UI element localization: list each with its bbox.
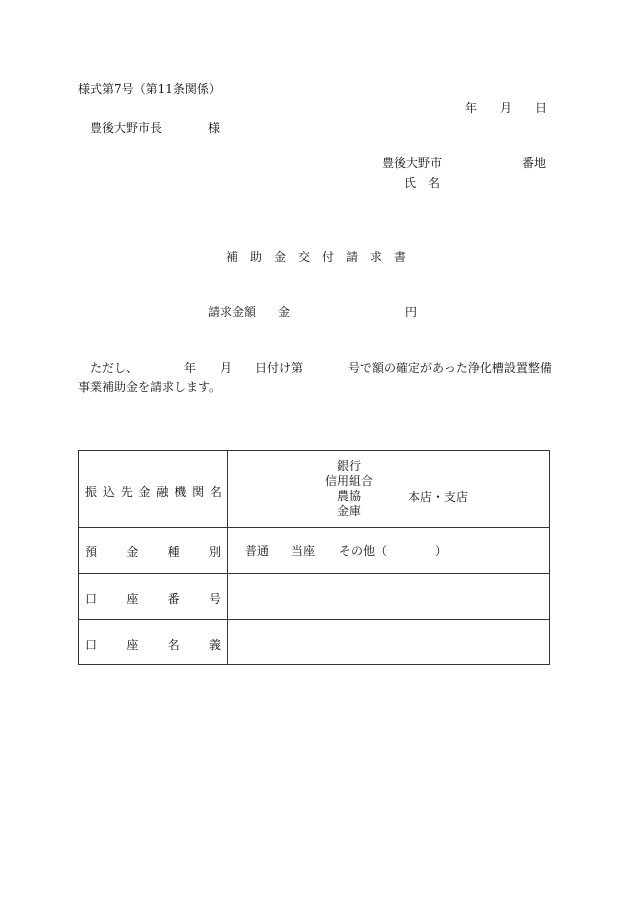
- transfer-bank-label: [85, 483, 222, 500]
- applicant-name-label: 氏 名: [404, 176, 441, 190]
- label-char: 号: [208, 592, 221, 606]
- label-char: 別: [208, 545, 221, 559]
- label-char: 座: [126, 638, 139, 652]
- label-char: 義: [208, 638, 221, 652]
- body-text-month: 月: [220, 361, 233, 375]
- date-day: 日: [535, 101, 548, 115]
- amount-unit: 円: [405, 305, 418, 319]
- deposit-option-other[interactable]: その他（ ）: [339, 544, 448, 558]
- applicant-address-suffix: 番地: [522, 156, 547, 170]
- column-divider: [227, 451, 228, 664]
- branch-type[interactable]: 本店・支店: [408, 490, 469, 504]
- institution-bank[interactable]: 銀行: [336, 459, 361, 473]
- label-char: 種: [167, 545, 180, 559]
- label-char: 番: [167, 592, 180, 606]
- label-char: 名: [167, 638, 180, 652]
- label-char: 口: [85, 638, 98, 652]
- institution-type-list[interactable]: [309, 459, 389, 519]
- form-number: 様式第7号（第11条関係）: [78, 82, 221, 96]
- institution-credit-union[interactable]: 信用組合: [324, 474, 373, 488]
- bank-transfer-table: [78, 450, 550, 665]
- label-char: 口: [85, 592, 98, 606]
- document-title: 補 助 金 交 付 請 求 書: [226, 250, 407, 264]
- label-char: 込: [102, 485, 115, 499]
- account-number-field[interactable]: [229, 574, 549, 618]
- deposit-option-checking[interactable]: 当座: [291, 544, 316, 558]
- body-text-1: ただし、: [90, 361, 139, 375]
- label-char: 関: [192, 485, 205, 499]
- label-char: 金: [138, 485, 151, 499]
- account-holder-label: [85, 636, 221, 653]
- applicant-address-city: 豊後大野市: [382, 156, 443, 170]
- label-char: 預: [85, 545, 98, 559]
- amount-prefix: 金: [278, 305, 291, 319]
- label-char: 座: [126, 592, 139, 606]
- deposit-option-ordinary[interactable]: 普通: [245, 544, 270, 558]
- label-char: 先: [120, 485, 133, 499]
- institution-shinkin[interactable]: 金庫: [336, 504, 361, 518]
- row-divider: [79, 527, 549, 528]
- amount-label: 請求金額: [208, 305, 257, 319]
- label-char: 名: [209, 485, 222, 499]
- account-holder-field[interactable]: [229, 620, 549, 664]
- label-char: 機: [174, 485, 187, 499]
- body-text-date-no: 日付け第: [255, 361, 304, 375]
- addressee-name: 豊後大野市長: [90, 121, 163, 135]
- label-char: 金: [126, 545, 139, 559]
- body-text-year: 年: [184, 361, 197, 375]
- label-char: 振: [85, 485, 98, 499]
- body-text-rest: 号で額の確定があった浄化槽設置整備: [348, 361, 552, 375]
- account-number-label: [85, 590, 221, 607]
- addressee-honorific: 様: [208, 121, 221, 135]
- deposit-type-label: [85, 543, 221, 560]
- date-month: 月: [500, 101, 513, 115]
- date-year: 年: [465, 101, 478, 115]
- label-char: 融: [156, 485, 169, 499]
- institution-agri-coop[interactable]: 農協: [336, 489, 361, 503]
- body-text-line2: 事業補助金を請求します。: [78, 380, 222, 394]
